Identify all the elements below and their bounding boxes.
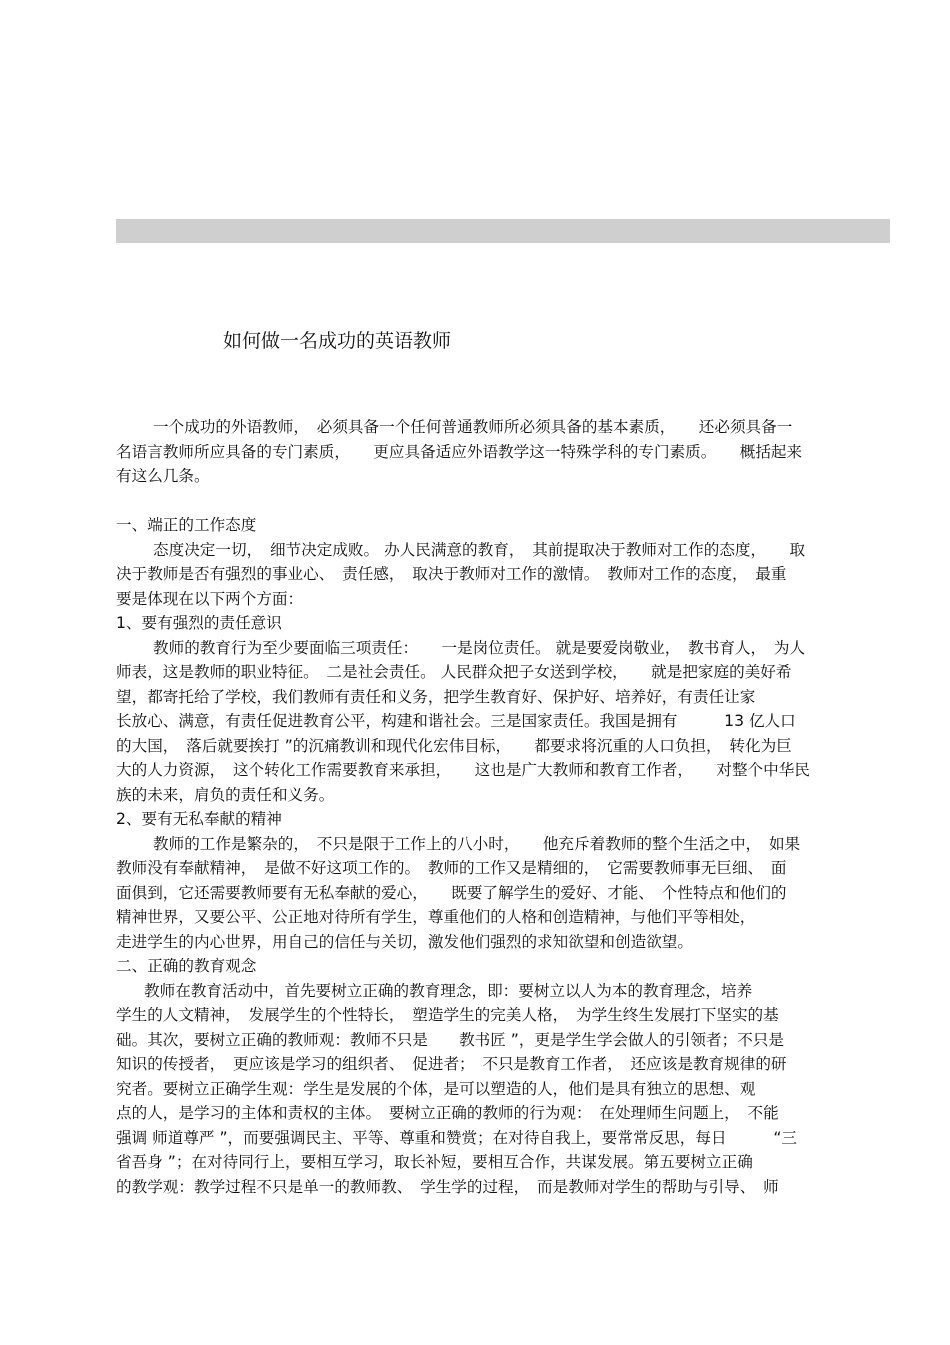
document-body (116, 415, 890, 1199)
intro-line: 一个成功的外语教师， 必须具备一个任何普通教师所必须具备的基本素质， 还必须具备一 (153, 418, 793, 436)
document-title: 如何做一名成功的英语教师 (223, 330, 452, 352)
body-line: 教师没有奉献精神， 是做不好这项工作的。 教师的工作又是精细的， 它需要教师事无巨细、 面 (116, 859, 787, 877)
body-line: 决于教师是否有强烈的事业心、 责任感， 取决于教师对工作的激情。 教师对工作的态度， 最重 (116, 565, 787, 583)
body-line: 要是体现在以下两个方面： (116, 589, 304, 608)
section-heading: 一、端正的工作态度 (116, 516, 257, 534)
body-line: 础。其次，要树立正确的教师观：教师不只是 教书匠 ”，更是学生学会做人的引领者；不只是 (116, 1030, 784, 1049)
body-line: 的教学观：教学过程不只是单一的教师教、 学生学的过程， 而是教师对学生的帮助与引导、 师 (116, 1177, 779, 1196)
intro-line: 名语言教师所应具备的专门素质， 更应具备适应外语教学这一特殊学科的专门素质。 概括起来 (116, 442, 803, 461)
body-line: 省吾身 ”；在对待同行上，要相互学习，取长补短，要相互合作，共谋发展。第五要树立正确 (116, 1153, 753, 1171)
body-line: 师表，这是教师的职业特征。 二是社会责任。 人民群众把子女送到学校， 就是把家庭的美好希 (116, 663, 792, 681)
body-line: 教师的工作是繁杂的， 不只是限于工作上的八小时， 他充斥着教师的整个生活之中， 如果 (153, 834, 801, 853)
body-line: 教师的教育行为至少要面临三项责任： 一是岗位责任。 就是要爱岗敬业， 教书育人， 为人 (153, 638, 806, 657)
section-heading: 二、正确的教育观念 (116, 957, 257, 975)
body-line: 族的未来，肩负的责任和义务。 (116, 785, 335, 804)
body-line: 长放心、满意，有责任促进教育公平，构建和谐社会。三是国家责任。我国是拥有 13 亿人口 (116, 712, 796, 730)
body-line: 大的人力资源， 这个转化工作需要教育来承担， 这也是广大教师和教育工作者， 对整个中华民 (116, 761, 810, 779)
body-line: 精神世界，又要公平、公正地对待所有学生，尊重他们的人格和创造精神，与他们平等相处， (116, 908, 756, 926)
body-line: 究者。要树立正确学生观：学生是发展的个体，是可以塑造的人，他们是具有独立的思想、观 (116, 1079, 756, 1098)
body-line: 的大国， 落后就要挨打 ”的沉痛教训和现代化宏伟目标， 都要求将沉重的人口负担， 转化为巨 (116, 736, 792, 755)
body-line: 面俱到，它还需要教师要有无私奉献的爱心， 既要了解学生的爱好、才能、 个性特点和他们的 (116, 883, 787, 902)
intro-line: 有这么几条。 (116, 467, 210, 485)
body-line: 教师在教育活动中，首先要树立正确的教育理念，即：要树立以人为本的教育理念，培养 (144, 981, 753, 1000)
subsection-heading: 1、要有强烈的责任意识 (116, 614, 282, 632)
body-line: 知识的传授者， 更应该是学习的组织者、 促进者； 不只是教育工作者， 还应该是教育规律的研 (116, 1055, 787, 1073)
body-line: 望，都寄托给了学校，我们教师有责任和义务，把学生教育好、保护好、培养好，有责任让家 (116, 687, 756, 706)
header-bar (116, 219, 890, 243)
body-line: 学生的人文精神， 发展学生的个性特长， 塑造学生的完美人格， 为学生终生发展打下坚实的基 (116, 1006, 779, 1024)
body-line: 点的人，是学习的主体和责权的主体。 要树立正确的教师的行为观： 在处理师生问题上， 不能 (116, 1104, 779, 1122)
body-line: 态度决定一切， 细节决定成败。 办人民满意的教育， 其前提取决于教师对工作的态度， 取 (153, 540, 806, 559)
body-line: 走进学生的内心世界，用自己的信任与关切，激发他们强烈的求知欲望和创造欲望。 (116, 932, 693, 951)
body-line: 强调 师道尊严 ”，而要强调民主、平等、尊重和赞赏；在对待自我上，要常常反思，每日 “三 (116, 1128, 798, 1147)
paragraph-gap (116, 489, 890, 514)
subsection-heading: 2、要有无私奉献的精神 (116, 810, 282, 828)
